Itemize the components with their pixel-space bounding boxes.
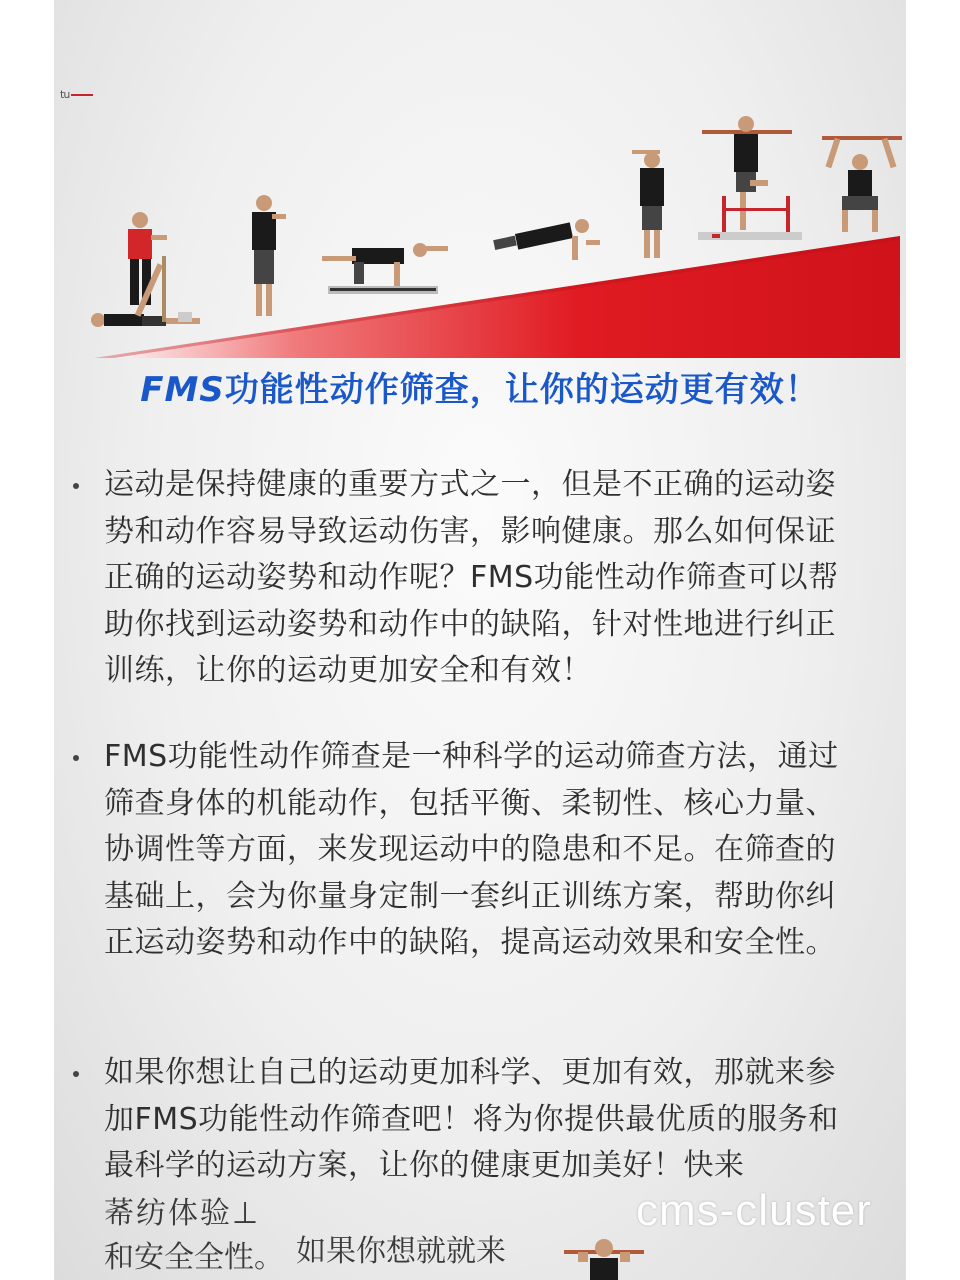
bullet-dot-icon	[73, 1071, 79, 1077]
bullet-text: 运动是保持健康的重要方式之一，但是不正确的运动姿势和动作容易导致运动伤害，影响健康。那么如何保证正确的运动姿势和动作呢？FMS功能性动作筛查可以帮助你找到运动姿势和动作中的缺陷，针对性地进行纠正训练，让你的运动更加安全和有效！	[104, 467, 839, 688]
watermark: cms-cluster	[636, 1186, 872, 1235]
page-title	[54, 362, 906, 411]
bullet-item	[54, 734, 906, 967]
bullet-text: FMS功能性动作筛查是一种科学的运动筛查方法，通过筛查身体的机能动作，包括平衡、柔韧性、核心力量、协调性等方面，来发现运动中的隐患和不足。在筛查的基础上，会为你量身定制一套纠正训练方案，帮助你纠正运动姿势和动作中的缺陷，提高运动效果和安全性。	[104, 739, 839, 960]
left-margin	[0, 0, 54, 1280]
bullet-dot-icon	[73, 483, 79, 489]
title-rest: 功能性动作筛查，让你的运动更有效！	[224, 370, 820, 410]
lunge-athlete-figure	[632, 150, 664, 258]
bullet-text: 如果你想让自己的运动更加科学、更加有效，那就来参加FMS功能性动作筛查吧！将为你提供最优质的服务和最科学的运动方案，让你的健康更加美好！快来	[104, 1055, 839, 1183]
right-margin	[906, 0, 960, 1280]
garbled-text-line: 如果你想就就来	[296, 1234, 506, 1269]
mini-athlete-illustration	[564, 1236, 644, 1280]
article-page	[54, 0, 906, 1280]
corner-logo-mark: tu	[60, 88, 93, 101]
title-fms-prefix: FMS	[140, 370, 225, 410]
bullet-item	[54, 462, 906, 695]
bullet-dot-icon	[73, 755, 79, 761]
hurdle-step-athlete-figure	[698, 116, 802, 240]
garbled-text-line: 莃纺体验⊥	[104, 1196, 261, 1231]
bullet-item	[54, 1050, 906, 1190]
quadruped-athlete-figure	[322, 243, 448, 294]
garbled-text-line: 和安全全性。	[104, 1240, 284, 1275]
pushup-athlete-figure	[493, 219, 600, 260]
deep-squat-athlete-figure	[822, 136, 902, 232]
standing-athlete-figure	[252, 195, 286, 316]
fms-hero-illustration	[54, 0, 906, 360]
